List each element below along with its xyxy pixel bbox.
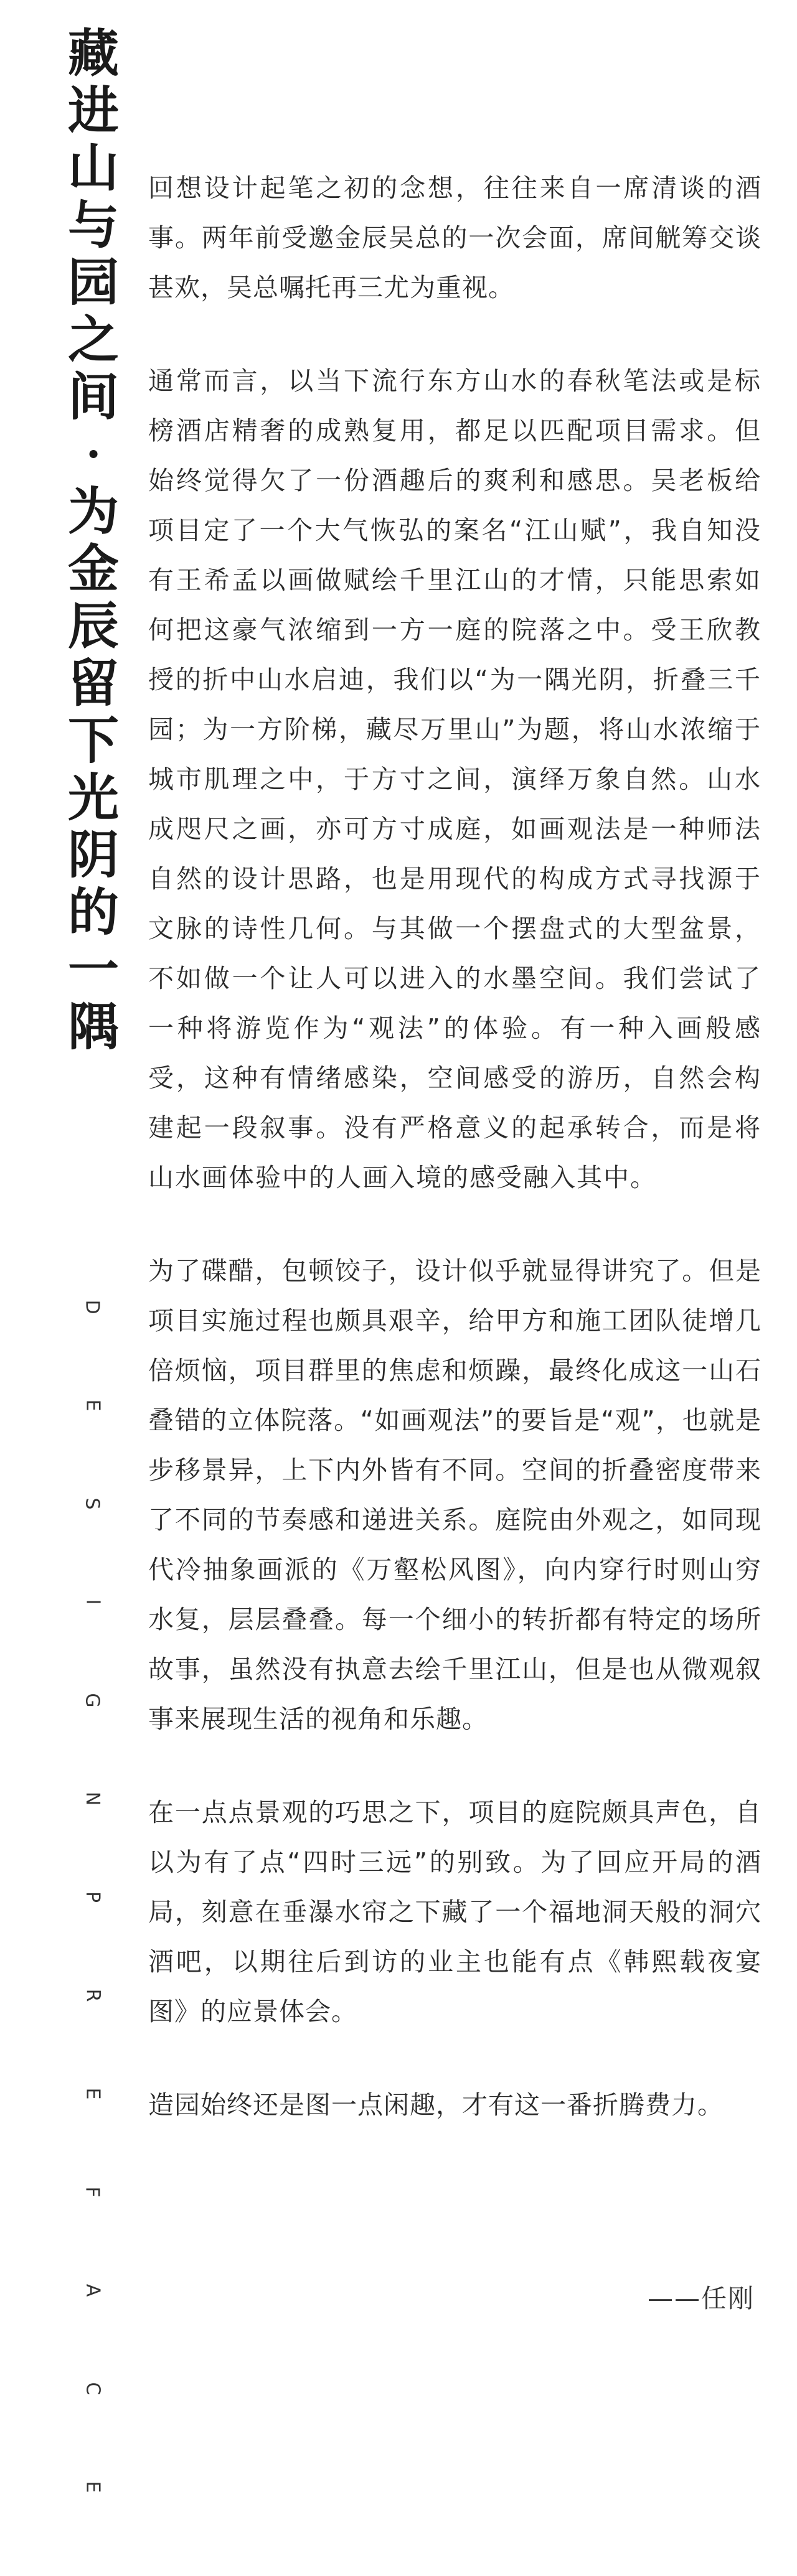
title-char: 之 <box>67 310 119 370</box>
title-char: 间 <box>67 367 119 427</box>
subtitle-letter: E <box>82 2087 103 2100</box>
article-paragraph: 为了碟醋，包顿饺子，设计似乎就显得讲究了。但是项目实施过程也颇具艰辛，给甲方和施工团队徒增几倍烦恼，项目群里的焦虑和烦躁，最终化成这一山石叠错的立体院落。“如画观法”的要旨是“观”，也就是步移景异，上下内外皆有不同。空间的折叠密度带来了不同的节奏感和递进关系。庭院由外观之，如同现代冷抽象画派的《万壑松风图》，向内穿行时则山穷水复，层层叠叠。每一个细小的转折都有特定的场所故事，虽然没有执意去绘千里江山，但是也从微观叙事来展现生活的视角和乐趣。 <box>148 1256 762 1734</box>
title-char: 藏 <box>67 24 119 83</box>
subtitle-letter: R <box>81 1988 103 2002</box>
design-preface-vertical-label <box>80 1298 105 2576</box>
title-char: 辰 <box>67 596 119 656</box>
title-char: 进 <box>67 81 119 141</box>
subtitle-letter: N <box>81 1791 103 1806</box>
title-char: 山 <box>67 138 119 198</box>
title-char: 的 <box>67 883 119 942</box>
title-char: 下 <box>67 711 119 770</box>
title-separator-dot: · <box>85 428 101 480</box>
subtitle-letter: A <box>82 2283 103 2297</box>
title-char: 为 <box>67 482 119 541</box>
article-paragraph: 造园始终还是图一点闲趣，才有这一番折腾费力。 <box>148 2090 724 2120</box>
article-paragraph: 回想设计起笔之初的念想，往往来自一席清谈的酒事。两年前受邀金辰吴总的一次会面，席间觥筹交谈甚欢，吴总嘱托再三尤为重视。 <box>148 173 762 302</box>
title-char: 留 <box>67 653 119 713</box>
title-char: 一 <box>67 940 119 1000</box>
subtitle-letter: G <box>82 1693 103 1708</box>
subtitle-letter: S <box>81 1497 103 1510</box>
subtitle-letter: F <box>81 2186 103 2198</box>
subtitle-letter: D <box>81 1300 103 1314</box>
article-paragraph: 在一点点景观的巧思之下，项目的庭院颇具声色，自以为有了点“四时三远”的别致。为了回应开局的酒局，刻意在垂瀑水帘之下藏了一个福地洞天般的洞穴酒吧，以期往后到访的业主也能有点《韩熙载夜宴图》的应景体会。 <box>148 1797 762 2026</box>
subtitle-letter: I <box>81 1599 103 1605</box>
subtitle-letter: P <box>82 1891 103 1903</box>
title-char: 光 <box>67 768 119 828</box>
title-char: 金 <box>67 539 119 599</box>
title-char: 与 <box>67 195 119 255</box>
subtitle-letter: C <box>81 2382 103 2396</box>
author-signature: ——任刚 <box>648 2283 755 2313</box>
title-char: 隅 <box>67 997 119 1057</box>
subtitle-letter: E <box>82 1399 103 1412</box>
article-body <box>148 163 762 2173</box>
title-char: 阴 <box>67 825 119 885</box>
article-paragraph: 通常而言，以当下流行东方山水的春秋笔法或是标榜酒店精奢的成熟复用，都足以匹配项目需求。但始终觉得欠了一份酒趣后的爽利和感思。吴老板给项目定了一个大气恢弘的案名“江山赋”，我自知没有王希孟以画做赋绘千里江山的才情，只能思索如何把这豪气浓缩到一方一庭的院落之中。受王欣教授的折中山水启迪，我们以“为一隅光阴，折叠三千园；为一方阶梯，藏尽万里山”为题，将山水浓缩于城市肌理之中，于方寸之间，演绎万象自然。山水成咫尺之画，亦可方寸成庭，如画观法是一种师法自然的设计思路，也是用现代的构成方式寻找源于文脉的诗性几何。与其做一个摆盘式的大型盆景，不如做一个让人可以进入的水墨空间。我们尝试了一种将游览作为“观法”的体验。有一种入画般感受，这种有情绪感染，空间感受的游历，自然会构建起一段叙事。没有严格意义的起承转合，而是将山水画体验中的人画入境的感受融入其中。 <box>148 366 762 1192</box>
title-char: 园 <box>67 253 119 312</box>
subtitle-letter: E <box>82 2481 103 2493</box>
article-title-vertical <box>59 25 128 1056</box>
